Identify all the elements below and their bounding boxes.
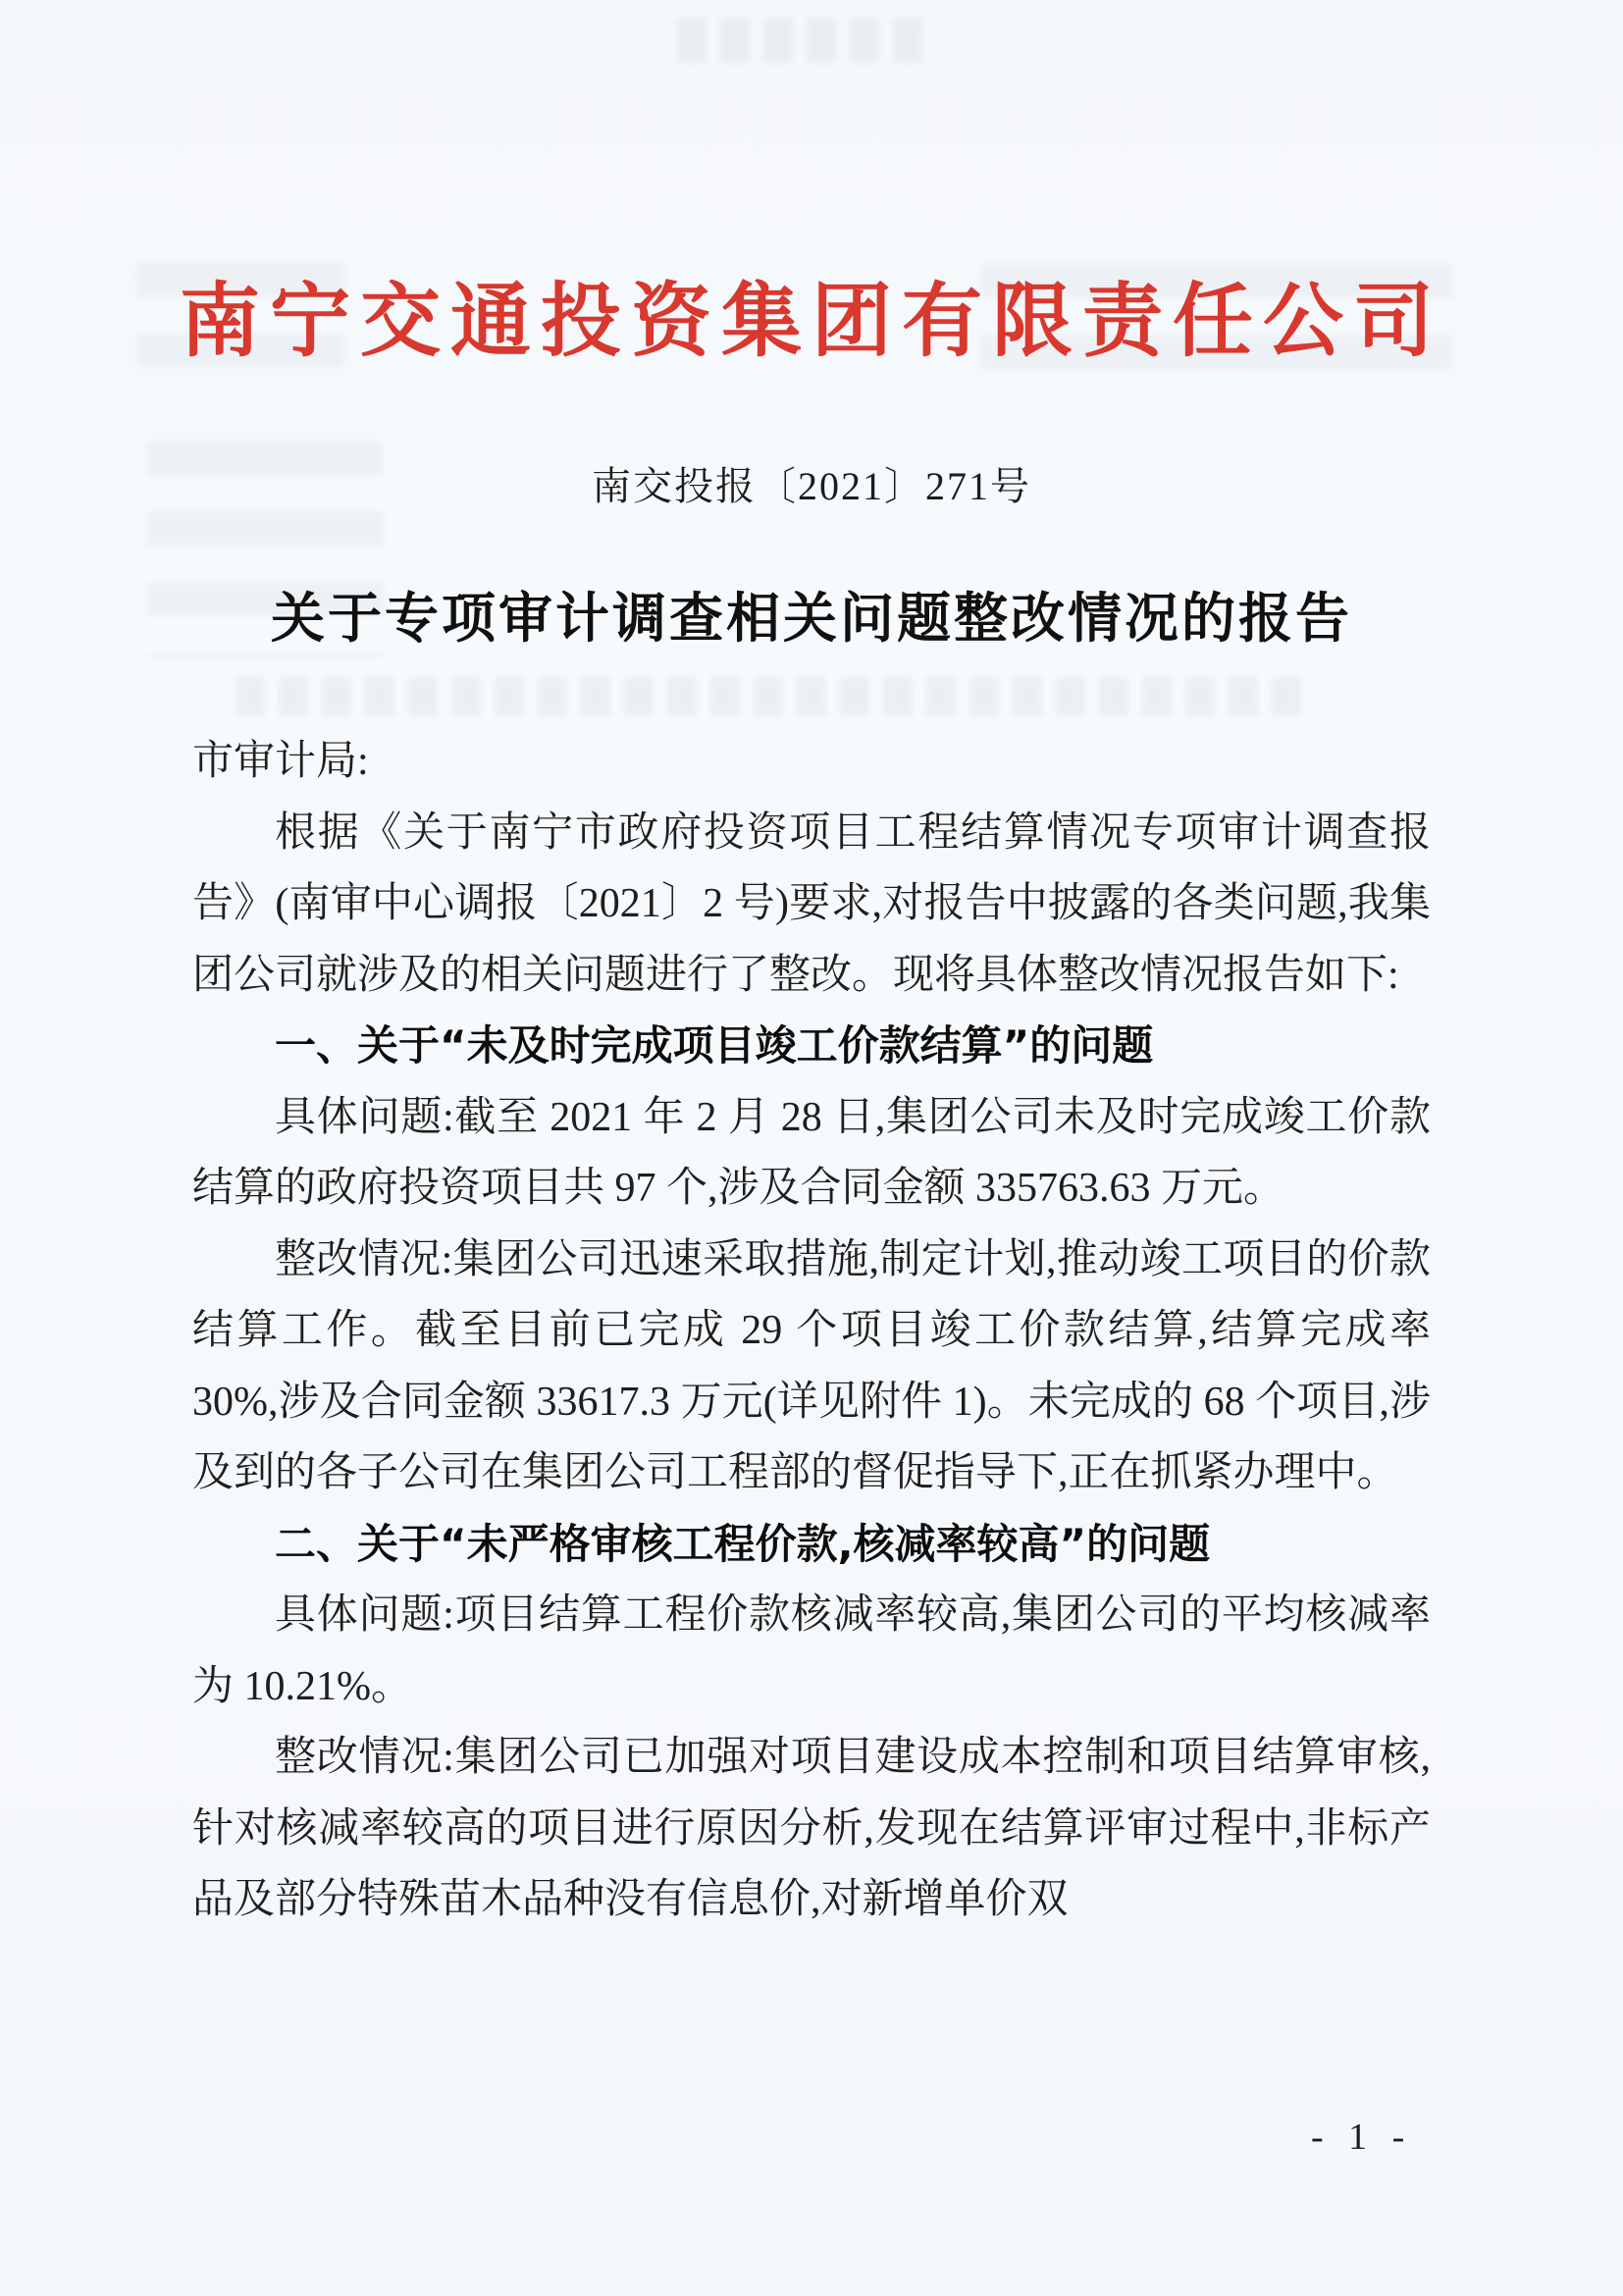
paragraph-container: [192, 798, 1431, 1936]
page-number: - 1 -: [1311, 2116, 1413, 2158]
section-heading: 一、关于“未及时完成项目竣工价款结算”的问题: [275, 1021, 1154, 1070]
paragraph: 整改情况:集团公司迅速采取措施,制定计划,推动竣工项目的价款结算工作。截至目前已完成 29 个项目竣工价款结算,结算完成率 30%,涉及合同金额 33617.3 万元(详见附件 1)。未完成的 68 个项目,涉及到的各子公司在集团公司工程部的督促指导下,正在抓紧办理中。: [192, 1236, 1431, 1495]
paragraph: 具体问题:截至 2021 年 2 月 28 日,集团公司未及时完成竣工价款结算的政府投资项目共 97 个,涉及合同金额 335763.63 万元。: [192, 1094, 1431, 1211]
paragraph: 具体问题:项目结算工程价款核减率较高,集团公司的平均核减率为 10.21%。: [192, 1592, 1431, 1709]
bleed-through-artifact: [236, 677, 1315, 716]
section-heading: 二、关于“未严格审核工程价款,核减率较高”的问题: [275, 1519, 1211, 1568]
paragraph: 整改情况:集团公司已加强对项目建设成本控制和项目结算审核,针对核减率较高的项目进行原因分析,发现在结算评审过程中,非标产品及部分特殊苗木品种没有信息价,对新增单价双: [192, 1735, 1431, 1922]
paragraph: 根据《关于南宁市政府投资项目工程结算情况专项审计调查报告》(南审中心调报〔2021〕2 号)要求,对报告中披露的各类问题,我集团公司就涉及的相关问题进行了整改。现将具体整改情况报告如下:: [192, 809, 1431, 998]
bleed-through-artifact: [677, 18, 932, 63]
doc-number: 南交投报〔2021〕271号: [592, 464, 1031, 508]
org-title: 南宁交通投资集团有限责任公司: [179, 274, 1443, 368]
report-title: 关于专项审计调查相关问题整改情况的报告: [270, 587, 1352, 650]
document-body: [192, 726, 1431, 1936]
salutation: 市审计局:: [192, 739, 369, 784]
